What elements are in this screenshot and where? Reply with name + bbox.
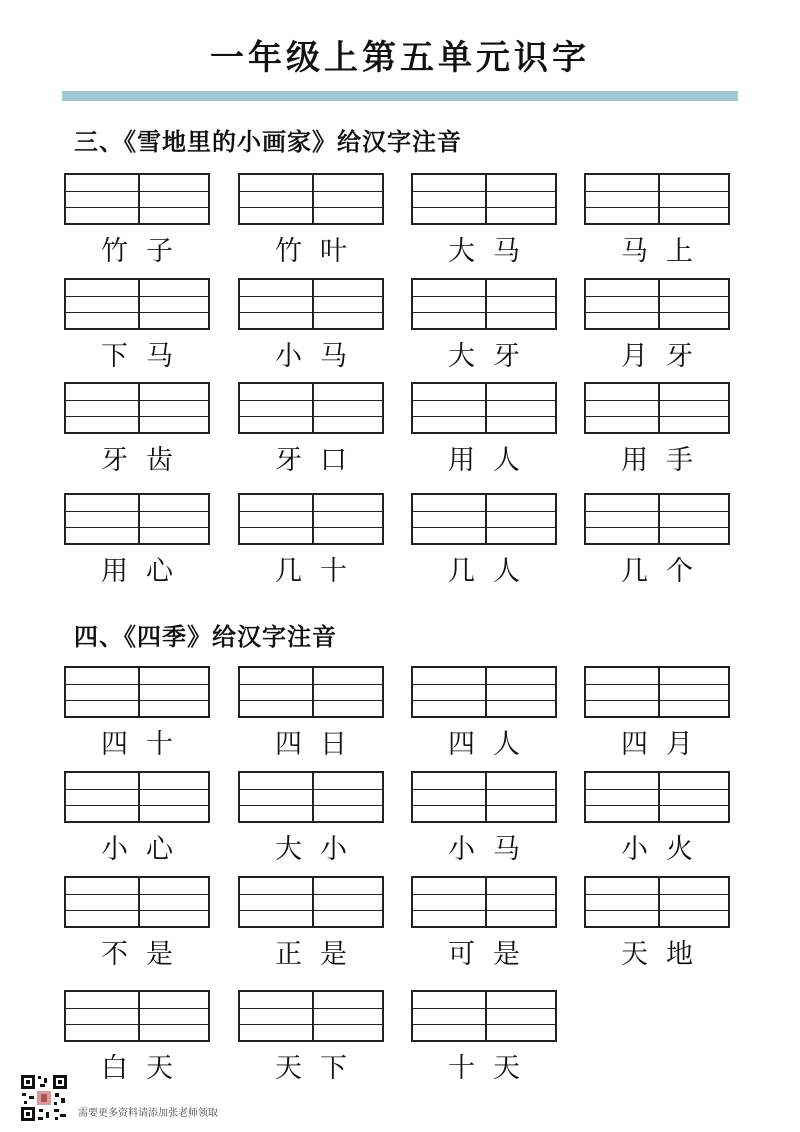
pinyin-guide-line [586, 910, 728, 911]
pinyin-writing-box[interactable] [411, 666, 557, 718]
hanzi-word: 几十 [275, 556, 365, 587]
pinyin-guide-line [413, 511, 555, 512]
pinyin-guide-line [138, 668, 140, 716]
pinyin-guide-line [485, 384, 487, 432]
pinyin-writing-box[interactable] [584, 876, 730, 928]
pinyin-guide-line [240, 700, 382, 701]
pinyin-guide-line [413, 1008, 555, 1009]
pinyin-writing-box[interactable] [238, 493, 384, 545]
pinyin-guide-line [240, 789, 382, 790]
pinyin-guide-line [66, 789, 208, 790]
pinyin-guide-line [485, 668, 487, 716]
pinyin-writing-box[interactable] [64, 666, 210, 718]
pinyin-guide-line [138, 992, 140, 1040]
pinyin-item [584, 666, 734, 766]
hanzi-word: 竹叶 [275, 236, 365, 267]
pinyin-writing-box[interactable] [584, 278, 730, 330]
hanzi-word: 不是 [101, 939, 191, 970]
pinyin-guide-line [658, 175, 660, 223]
section-heading-3: 三、《雪地里的小画家》给汉字注音 [74, 127, 462, 156]
pinyin-guide-line [312, 280, 314, 328]
hanzi-word: 大小 [275, 834, 365, 865]
hanzi-word: 小马 [275, 341, 365, 372]
pinyin-guide-line [586, 684, 728, 685]
pinyin-guide-line [413, 400, 555, 401]
pinyin-guide-line [485, 878, 487, 926]
pinyin-guide-line [66, 805, 208, 806]
pinyin-guide-line [413, 910, 555, 911]
pinyin-guide-line [138, 175, 140, 223]
pinyin-guide-line [312, 384, 314, 432]
pinyin-guide-line [586, 511, 728, 512]
pinyin-guide-line [586, 789, 728, 790]
pinyin-guide-line [586, 207, 728, 208]
hanzi-word: 白天 [101, 1053, 191, 1084]
pinyin-writing-box[interactable] [238, 666, 384, 718]
title-divider [62, 91, 738, 101]
pinyin-writing-box[interactable] [411, 278, 557, 330]
pinyin-writing-box[interactable] [238, 771, 384, 823]
pinyin-writing-box[interactable] [584, 173, 730, 225]
pinyin-guide-line [586, 400, 728, 401]
pinyin-item [584, 278, 734, 378]
hanzi-word: 四人 [448, 729, 538, 760]
pinyin-item [238, 173, 388, 273]
pinyin-writing-box[interactable] [238, 382, 384, 434]
pinyin-item [64, 876, 214, 976]
qr-code-icon [20, 1074, 68, 1122]
pinyin-guide-line [586, 416, 728, 417]
pinyin-guide-line [240, 207, 382, 208]
section-heading-4: 四、《四季》给汉字注音 [74, 622, 337, 651]
pinyin-writing-box[interactable] [411, 990, 557, 1042]
hanzi-word: 用人 [448, 445, 538, 476]
pinyin-guide-line [138, 280, 140, 328]
pinyin-writing-box[interactable] [238, 173, 384, 225]
pinyin-item [411, 173, 561, 273]
hanzi-word: 小火 [621, 834, 711, 865]
pinyin-guide-line [240, 416, 382, 417]
pinyin-guide-line [66, 700, 208, 701]
hanzi-word: 天地 [621, 939, 711, 970]
pinyin-guide-line [413, 527, 555, 528]
hanzi-word: 可是 [448, 939, 538, 970]
hanzi-word: 大马 [448, 236, 538, 267]
pinyin-guide-line [240, 894, 382, 895]
pinyin-writing-box[interactable] [411, 771, 557, 823]
pinyin-item [64, 173, 214, 273]
pinyin-guide-line [66, 511, 208, 512]
pinyin-guide-line [240, 400, 382, 401]
hanzi-word: 牙齿 [101, 445, 191, 476]
pinyin-guide-line [658, 878, 660, 926]
pinyin-item [238, 382, 388, 482]
pinyin-guide-line [658, 280, 660, 328]
pinyin-guide-line [66, 1024, 208, 1025]
pinyin-writing-box[interactable] [64, 493, 210, 545]
pinyin-guide-line [312, 773, 314, 821]
pinyin-writing-box[interactable] [64, 771, 210, 823]
pinyin-guide-line [66, 416, 208, 417]
hanzi-word: 小马 [448, 834, 538, 865]
pinyin-item [411, 771, 561, 871]
pinyin-guide-line [485, 773, 487, 821]
hanzi-word: 四日 [275, 729, 365, 760]
page-title: 一年级上第五单元识字 [210, 38, 590, 78]
pinyin-guide-line [66, 684, 208, 685]
pinyin-guide-line [312, 992, 314, 1040]
pinyin-item [238, 876, 388, 976]
pinyin-guide-line [413, 789, 555, 790]
pinyin-writing-box[interactable] [64, 382, 210, 434]
pinyin-guide-line [66, 312, 208, 313]
pinyin-writing-box[interactable] [411, 876, 557, 928]
pinyin-guide-line [66, 400, 208, 401]
pinyin-guide-line [138, 384, 140, 432]
pinyin-writing-box[interactable] [64, 876, 210, 928]
hanzi-word: 四十 [101, 729, 191, 760]
pinyin-item [64, 382, 214, 482]
hanzi-word: 正是 [275, 939, 365, 970]
pinyin-guide-line [658, 384, 660, 432]
pinyin-item [584, 173, 734, 273]
hanzi-word: 牙口 [275, 445, 365, 476]
pinyin-guide-line [240, 296, 382, 297]
pinyin-guide-line [240, 805, 382, 806]
pinyin-guide-line [485, 992, 487, 1040]
hanzi-word: 天下 [275, 1053, 365, 1084]
pinyin-writing-box[interactable] [64, 278, 210, 330]
pinyin-writing-box[interactable] [238, 990, 384, 1042]
hanzi-word: 几个 [621, 556, 711, 587]
hanzi-word: 小心 [101, 834, 191, 865]
pinyin-guide-line [240, 312, 382, 313]
pinyin-guide-line [586, 527, 728, 528]
pinyin-writing-box[interactable] [584, 382, 730, 434]
pinyin-guide-line [138, 773, 140, 821]
pinyin-guide-line [586, 805, 728, 806]
pinyin-item [64, 278, 214, 378]
pinyin-item [64, 666, 214, 766]
pinyin-guide-line [240, 684, 382, 685]
pinyin-item [411, 493, 561, 593]
pinyin-item [238, 771, 388, 871]
pinyin-guide-line [658, 773, 660, 821]
pinyin-guide-line [413, 684, 555, 685]
pinyin-item [584, 493, 734, 593]
pinyin-guide-line [312, 175, 314, 223]
pinyin-item [64, 771, 214, 871]
pinyin-guide-line [485, 175, 487, 223]
pinyin-guide-line [66, 1008, 208, 1009]
pinyin-writing-box[interactable] [411, 173, 557, 225]
pinyin-guide-line [66, 527, 208, 528]
hanzi-word: 大牙 [448, 341, 538, 372]
pinyin-writing-box[interactable] [584, 493, 730, 545]
pinyin-item [584, 771, 734, 871]
hanzi-word: 十天 [448, 1053, 538, 1084]
pinyin-writing-box[interactable] [411, 493, 557, 545]
pinyin-guide-line [138, 878, 140, 926]
hanzi-word: 用心 [101, 556, 191, 587]
pinyin-guide-line [312, 878, 314, 926]
pinyin-guide-line [66, 894, 208, 895]
pinyin-guide-line [240, 511, 382, 512]
pinyin-guide-line [413, 207, 555, 208]
pinyin-guide-line [240, 1024, 382, 1025]
pinyin-writing-box[interactable] [64, 990, 210, 1042]
pinyin-item [64, 493, 214, 593]
pinyin-writing-box[interactable] [411, 382, 557, 434]
footer [20, 1074, 320, 1124]
pinyin-guide-line [413, 1024, 555, 1025]
pinyin-guide-line [658, 668, 660, 716]
pinyin-guide-line [586, 700, 728, 701]
pinyin-writing-box[interactable] [238, 876, 384, 928]
pinyin-guide-line [240, 527, 382, 528]
pinyin-item [238, 493, 388, 593]
pinyin-item [411, 382, 561, 482]
pinyin-writing-box[interactable] [64, 173, 210, 225]
pinyin-guide-line [240, 1008, 382, 1009]
hanzi-word: 四月 [621, 729, 711, 760]
pinyin-item [411, 990, 561, 1090]
pinyin-guide-line [312, 668, 314, 716]
pinyin-guide-line [413, 894, 555, 895]
pinyin-guide-line [66, 296, 208, 297]
pinyin-item [584, 876, 734, 976]
pinyin-guide-line [413, 416, 555, 417]
hanzi-word: 下马 [101, 341, 191, 372]
pinyin-guide-line [413, 312, 555, 313]
pinyin-writing-box[interactable] [238, 278, 384, 330]
pinyin-item [238, 666, 388, 766]
pinyin-guide-line [586, 296, 728, 297]
pinyin-item [411, 876, 561, 976]
pinyin-guide-line [413, 191, 555, 192]
hanzi-word: 马上 [621, 236, 711, 267]
pinyin-guide-line [658, 495, 660, 543]
pinyin-guide-line [138, 495, 140, 543]
hanzi-word: 用手 [621, 445, 711, 476]
pinyin-guide-line [413, 805, 555, 806]
pinyin-guide-line [66, 191, 208, 192]
pinyin-item [411, 666, 561, 766]
pinyin-guide-line [586, 191, 728, 192]
pinyin-guide-line [586, 894, 728, 895]
hanzi-word: 几人 [448, 556, 538, 587]
pinyin-guide-line [240, 191, 382, 192]
pinyin-guide-line [240, 910, 382, 911]
pinyin-guide-line [586, 312, 728, 313]
pinyin-guide-line [66, 207, 208, 208]
pinyin-item [238, 278, 388, 378]
pinyin-guide-line [413, 700, 555, 701]
pinyin-guide-line [312, 495, 314, 543]
pinyin-writing-box[interactable] [584, 771, 730, 823]
pinyin-guide-line [413, 296, 555, 297]
footer-note: 需要更多资料请添加张老师领取 [78, 1108, 218, 1119]
pinyin-item [584, 382, 734, 482]
hanzi-word: 月牙 [621, 341, 711, 372]
pinyin-guide-line [66, 910, 208, 911]
pinyin-guide-line [485, 495, 487, 543]
hanzi-word: 竹子 [101, 236, 191, 267]
pinyin-item [411, 278, 561, 378]
pinyin-guide-line [485, 280, 487, 328]
pinyin-writing-box[interactable] [584, 666, 730, 718]
